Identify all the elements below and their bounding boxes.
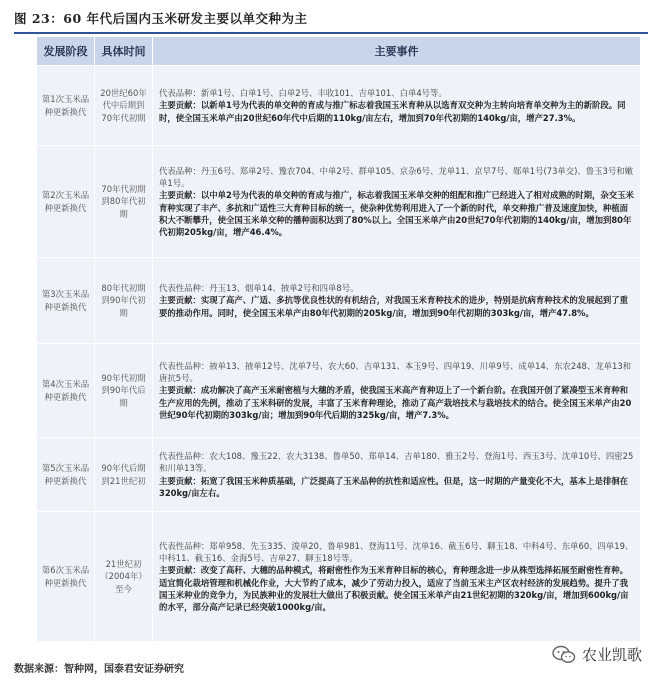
representative-varieties: 代表品种：新单1号、白单1号、白单2号、丰收101、吉单101、白单4号等。	[159, 88, 447, 99]
table-header-row	[37, 37, 641, 66]
main-contribution: 主要贡献：实现了高产、广适、多抗等优良性状的有机结合，对我国玉米育种技术的进步，特别是抗病育种技术的发展起到了重要的推动作用。同时，使全国玉米单产由80年代初期的205kg/亩，增加到90年代初期的303kg/亩，增产47.8%。	[159, 295, 628, 318]
header-events: 主要事件	[153, 37, 641, 66]
table-row	[37, 512, 641, 642]
representative-varieties: 代表性品种：掖单13、掖单12号、沈单7号、农大60、吉单131、本玉9号、四单19、川单9号、成单14、东农248、龙单13和唐抗5号。	[159, 360, 632, 384]
time-cell: 20世纪60年代中后期到70年代初期	[95, 66, 153, 146]
figure-title: 图 23：60 年代后国内玉米研发主要以单交种为主	[14, 8, 648, 34]
representative-varieties: 代表性品种：农大108、豫玉22、农大3138、鲁单50、郑单14、吉单180、雅玉2号、登海1号、西玉3号、沈单10号、四密25和川单13等。	[159, 451, 634, 474]
time-cell: 90年代初期到90年代后期	[95, 344, 153, 438]
stage-cell: 第4次玉米品种更新换代	[37, 344, 95, 438]
main-contribution: 主要贡献：改变了高秆、大穗的品种模式，将耐密性作为玉米育种目标的核心，育种理念进一步从株型选择拓展至耐密性育种。适宜简化栽培管理和机械化作业，大大节约了成本，减少了劳动力投入，适应了当前玉米主产区农村经济的发展趋势。提升了我国玉米种业的竞争力，为民族种业的发展壮大做出了积极贡献。使全国玉米单产由21世纪初期的320kg/亩，增加到600kg/亩的水平，部分高产记录已经突破1000kg/亩。	[159, 565, 629, 612]
stage-cell: 第3次玉米品种更新换代	[37, 258, 95, 344]
stage-cell: 第6次玉米品种更新换代	[37, 512, 95, 642]
representative-varieties: 代表品种：丹玉6号、郑单2号、豫农704、中单2号、群单105、京杂6号、龙单11、京早7号、郧单1号(73单交)、鲁玉3号和嫩单1号。	[159, 165, 633, 189]
header-stage: 发展阶段	[37, 37, 95, 66]
representative-varieties: 代表性品种：丹玉13、烟单14、掖单2号和四单8号。	[159, 283, 359, 294]
events-cell	[153, 438, 641, 512]
table-row	[37, 146, 641, 258]
breeding-history-table	[36, 36, 641, 642]
header-time: 具体时间	[95, 37, 153, 66]
events-cell	[153, 146, 641, 258]
watermark-text: 农业凯歌	[581, 646, 642, 664]
main-contribution: 主要贡献：成功解决了高产玉米耐密植与大穗的矛盾，使我国玉米高产育种迈上了一个新台阶。在我国开创了紧凑型玉米育种和生产应用的先例，推动了玉米科研的发展，丰富了玉米育种理论，推动了高产栽培技术与栽培技术的结合。使全国玉米单产由20世纪90年代初期的303kg/亩；增加到90年代后期的325kg/亩，增产7.3%。	[159, 385, 632, 420]
table-row	[37, 66, 641, 146]
watermark	[552, 644, 642, 665]
time-cell: 70年代初期到80年代初期	[95, 146, 153, 258]
stage-cell: 第2次玉米品种更新换代	[37, 146, 95, 258]
events-cell	[153, 258, 641, 344]
events-cell	[153, 344, 641, 438]
events-cell	[153, 512, 641, 642]
representative-varieties: 代表性品种：郑单958、先玉335、浚单20、鲁单981、登海11号、沈单16、截玉6号、聊玉18、中科4号、东单60、四单19、中科11、截玉16、金海5号、吉单27、聊玉18号等。	[159, 540, 634, 564]
table-row	[37, 258, 641, 344]
table-row	[37, 438, 641, 512]
table-row	[37, 344, 641, 438]
time-cell: 80年代初期到90年代初期	[95, 258, 153, 344]
stage-cell: 第1次玉米品种更新换代	[37, 66, 95, 146]
stage-cell: 第5次玉米品种更新换代	[37, 438, 95, 512]
time-cell: 90年代后期到21世纪初	[95, 438, 153, 512]
data-source-note: 数据来源：智种网，国泰君安证券研究	[14, 664, 184, 675]
main-contribution: 主要贡献：以新单1号为代表的单交种的育成与推广标志着我国玉米育种从以选育双交种为主转向培育单交种为主的新阶段。同时，使全国玉米单产由20世纪60年代中后期的110kg/亩左右，增加到70年代初期的140kg/亩，增产27.3%。	[159, 100, 626, 123]
main-contribution: 主要贡献：以中单2号为代表的单交种的育成与推广，标志着我国玉米单交种的组配和推广已经进入了相对成熟的时期，杂交玉米育种实现了丰产、多抗和广适性三大育种目标的统一，使杂种优势利用进入了一个新的时代，单交种推广普及速度加快，种植面积大不断攀升，使全国玉米单交种的播种面积达到了80%以上。全国玉米单产由20世纪70年代初期的140kg/亩，增加到80年代初期205kg/亩，增产46.4%。	[159, 190, 634, 237]
time-cell: 21世纪初（2004年）至今	[95, 512, 153, 642]
events-cell	[153, 66, 641, 146]
wechat-icon	[552, 645, 576, 665]
main-contribution: 主要贡献：拓宽了我国玉米种质基础，广泛提高了玉米品种的抗性和适应性。但是，这一时期的产量变化不大，基本上是徘徊在320kg/亩左右。	[159, 475, 628, 498]
